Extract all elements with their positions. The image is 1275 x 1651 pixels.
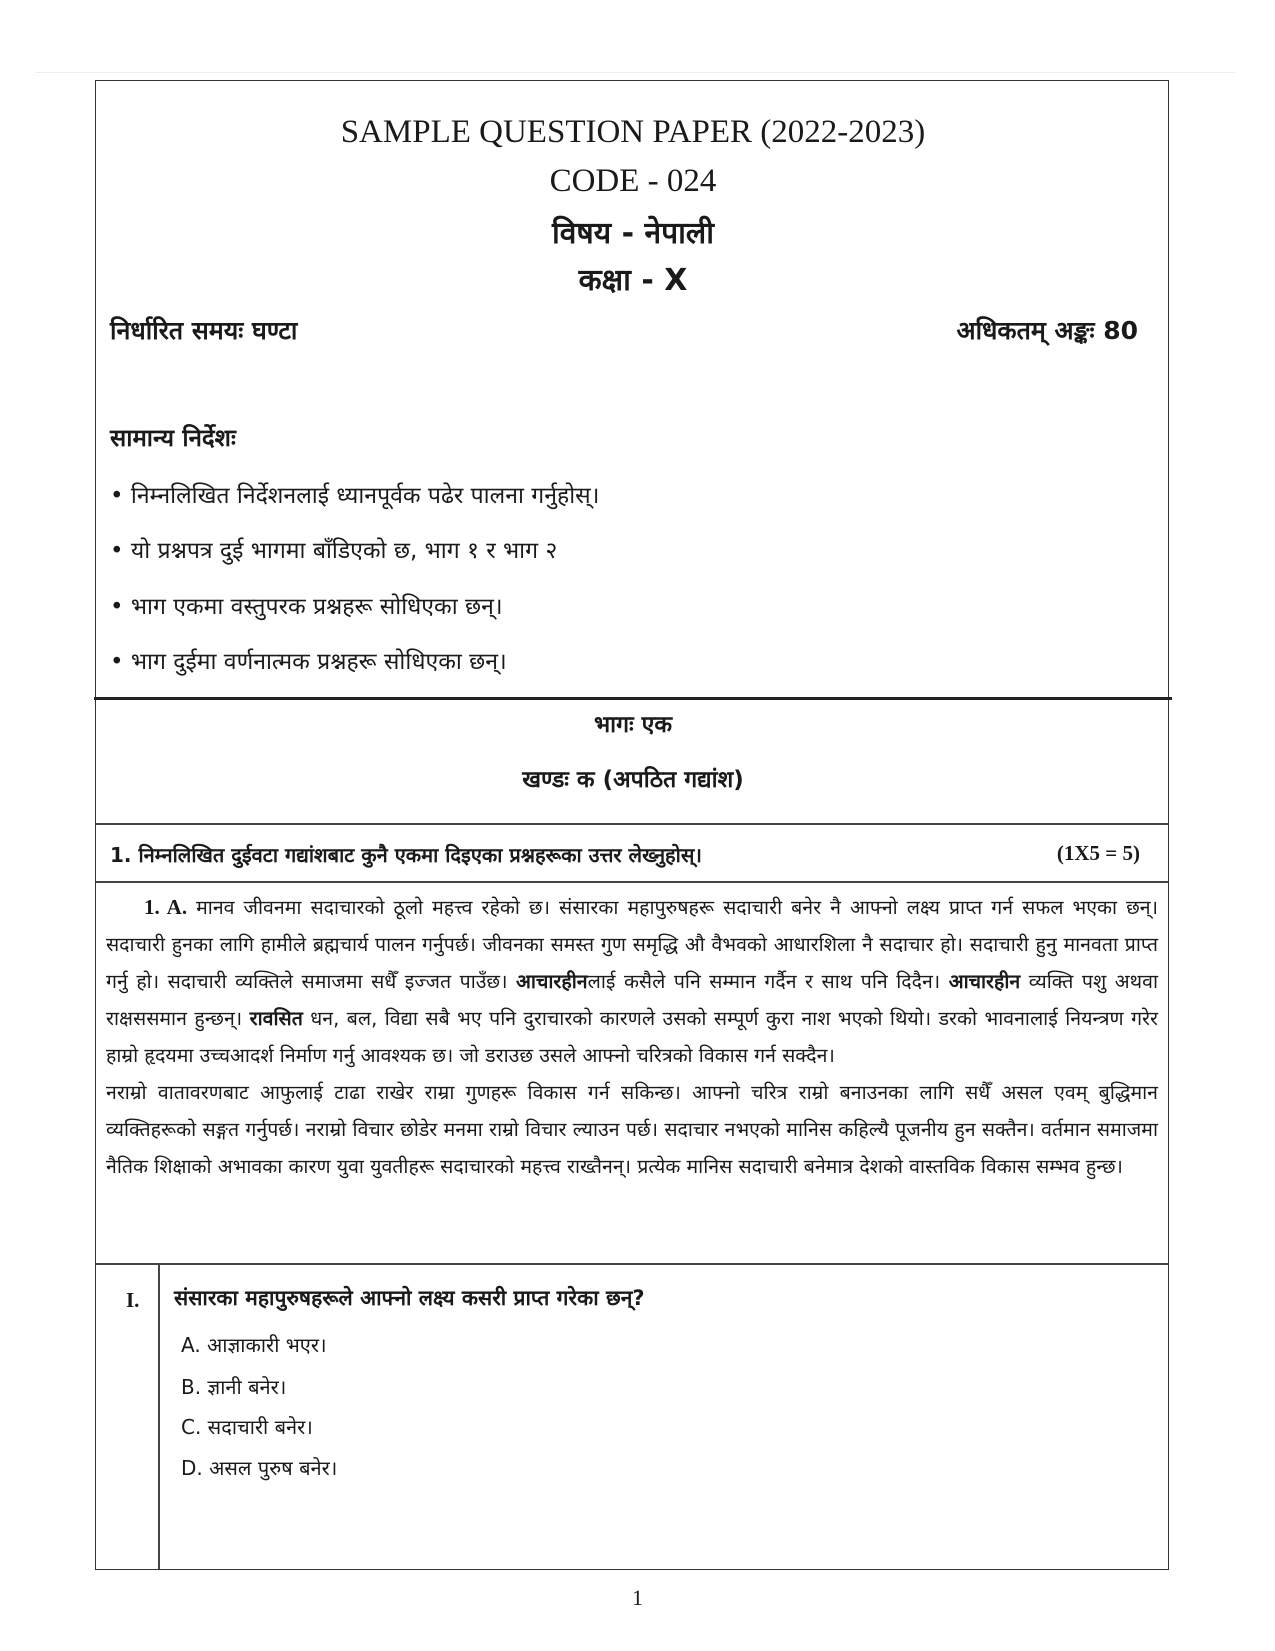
- column-divider: [158, 1264, 160, 1569]
- page-number: 1: [632, 1585, 643, 1610]
- time-allowed: निर्धारित समयः घण्टा: [110, 316, 298, 345]
- question-1-text: 1. निम्नलिखित दुईवटा गद्यांशबाट कुनै एकमा दिइएका प्रश्नहरूका उत्तर लेख्नुहोस्।: [110, 843, 702, 867]
- mcq-number: I.: [126, 1288, 140, 1312]
- passage-text: व्यक्ति पशु अथवा राक्षससमान हुन्छन्।: [106, 970, 1158, 1030]
- section-divider: [94, 697, 1172, 700]
- class-line: कक्षा - X: [578, 263, 688, 298]
- row-divider: [96, 823, 1168, 825]
- mcq-question: संसारका महापुरुषहरूले आफ्नो लक्ष्य कसरी प्राप्त गरेका छन्?: [174, 1286, 645, 1310]
- passage-bold-word: रावसित: [249, 1007, 303, 1030]
- question-1-marks: (1X5 = 5): [1056, 841, 1140, 865]
- mcq-option-d: D. असल पुरुष बनेर।: [181, 1456, 338, 1480]
- part-heading: भागः एक: [593, 712, 673, 738]
- row-divider: [96, 881, 1168, 883]
- instruction-item: • यो प्रश्नपत्र दुई भागमा बाँडिएको छ, भाग १ र भाग २: [110, 538, 558, 564]
- instruction-item: • निम्नलिखित निर्देशनलाई ध्यानपूर्वक पढेर पालना गर्नुहोस्।: [110, 483, 600, 509]
- row-divider: [96, 1263, 1168, 1265]
- passage-label: 1. A.: [144, 895, 188, 919]
- paper-code: CODE - 024: [549, 163, 717, 199]
- max-marks: अधिकतम् अङ्कः 80: [956, 316, 1138, 345]
- mcq-option-a: A. आज्ञाकारी भएर।: [181, 1333, 327, 1357]
- passage-paragraph-1: [106, 889, 1158, 1074]
- mcq-option-c: C. सदाचारी बनेर।: [181, 1415, 313, 1439]
- passage-text: मानव जीवनमा सदाचारको ठूलो महत्त्व रहेको छ। संसारका महापुरुषहरू सदाचारी बनेर नै आफ्नो लक्ष्य प्राप्त गर्न सफल भएका छन्। सदाचारी हुनका लागि हामीले ब्रह्मचार्य पालन गर्नुपर्छ। जीवनका समस्त गुण समृद्धि औ वैभवको आधारशिला नै सदाचार हो। सदाचारी हुनु मानवता प्राप्त गर्नु हो। सदाचारी व्यक्तिले समाजमा सधैँ इज्जत पाउँछ।: [106, 896, 1158, 993]
- passage-bold-word: आचारहीन: [948, 970, 1021, 993]
- passage-bold-word: आचारहीन: [516, 970, 588, 993]
- top-divider: [35, 72, 1235, 73]
- subject-line: विषय - नेपाली: [551, 216, 715, 251]
- passage-paragraph-2: नराम्रो वातावरणबाट आफुलाई टाढा राखेर राम्रा गुणहरू विकास गर्न सकिन्छ। आफ्नो चरित्र राम्रो बनाउनका लागि सधैँ असल एवम् बुद्धिमान व्यक्तिहरूको सङ्गत गर्नुपर्छ। नराम्रो विचार छोडेर मनमा राम्रो विचार ल्याउन पर्छ। सदाचार नभएको मानिस कहिल्यै पूजनीय हुन सक्तैन। वर्तमान समाजमा नैतिक शिक्षाको अभावका कारण युवा युवतीहरू सदाचारको महत्त्व राख्तैनन्। प्रत्येक मानिस सदाचारी बनेमात्र देशको वास्तविक विकास सम्भव हुन्छ।: [106, 1081, 1158, 1178]
- instructions-heading: सामान्य निर्देशः: [110, 424, 236, 452]
- passage-text: धन, बल, विद्या सबै भए पनि दुराचारको कारणले उसको सम्पूर्ण कुरा नाश भएको थियो। डरको भावनालाई नियन्त्रण गरेर हाम्रो हृदयमा उच्चआदर्श निर्माण गर्नु आवश्यक छ। जो डराउछ उसले आफ्नो चरित्रको विकास गर्न सक्दैन।: [106, 1007, 1159, 1067]
- mcq-option-b: B. ज्ञानी बनेर।: [181, 1375, 287, 1399]
- paper-title: SAMPLE QUESTION PAPER (2022-2023): [340, 114, 926, 150]
- passage: [106, 889, 1158, 1185]
- question-paper-frame: [95, 80, 1169, 1570]
- instruction-item: • भाग एकमा वस्तुपरक प्रश्नहरू सोधिएका छन्।: [110, 594, 503, 620]
- passage-text: लाई कसैले पनि सम्मान गर्दैन र साथ पनि दिदैन।: [587, 970, 949, 993]
- khanda-heading: खण्डः क (अपठित गद्यांश): [522, 767, 744, 793]
- instruction-item: • भाग दुईमा वर्णनात्मक प्रश्नहरू सोधिएका छन्।: [110, 649, 507, 675]
- question-1-line: [110, 841, 1150, 868]
